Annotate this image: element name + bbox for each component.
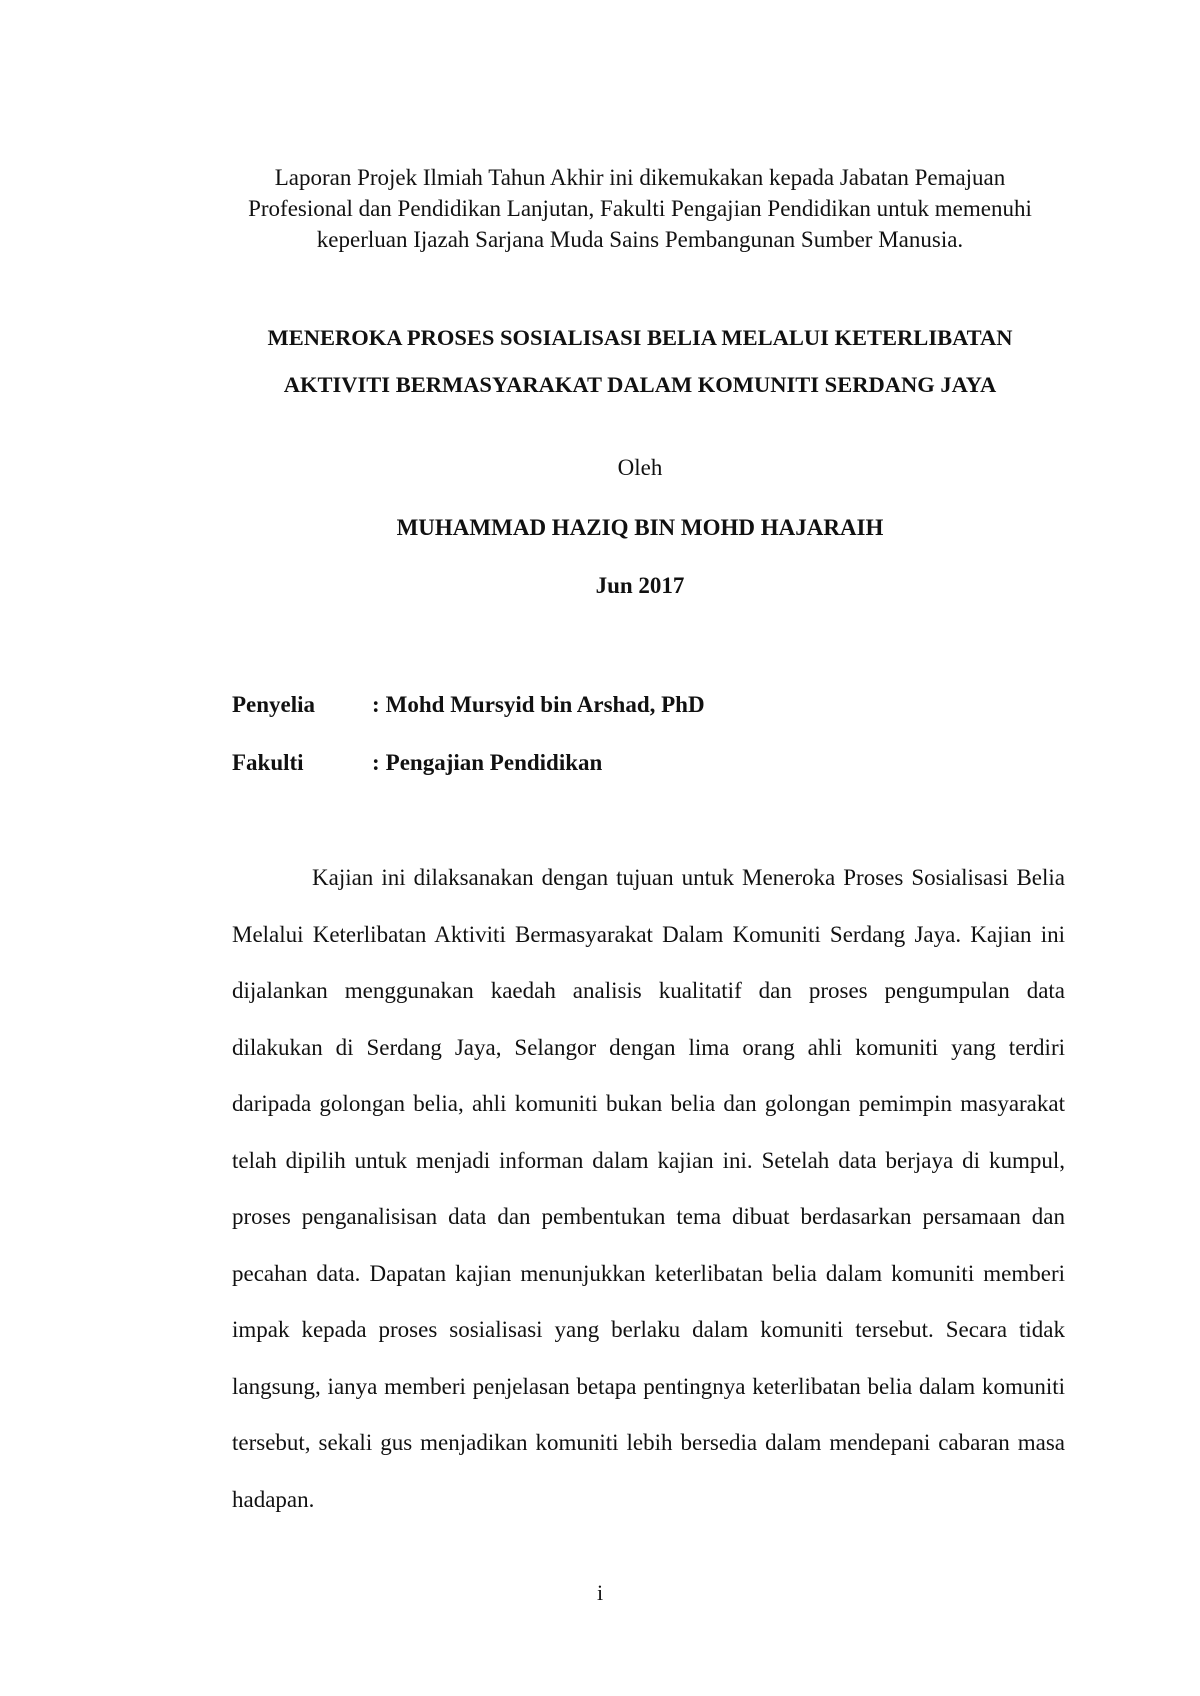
- author-name: MUHAMMAD HAZIQ BIN MOHD HAJARAIH: [396, 515, 884, 540]
- abstract-paragraph: Kajian ini dilaksanakan dengan tujuan untuk Meneroka Proses Sosialisasi Belia Melalui Keterlibatan Aktiviti Bermasyarakat Dalam Komuniti Serdang Jaya. Kajian ini dijalankan menggunakan kaedah analisis kualitatif dan proses pengumpulan data dilakukan di Serdang Jaya, Selangor dengan lima orang ahli komuniti yang terdiri daripada golongan belia, ahli komuniti bukan belia dan golongan pemimpin masyarakat telah dipilih untuk menjadi informan dalam kajian ini. Setelah data berjaya di kumpul, proses penganalisisan data dan pembentukan tema dibuat berdasarkan persamaan dan pecahan data. Dapatan kajian menunjukkan keterlibatan belia dalam komuniti memberi impak kepada proses sosialisasi yang berlaku dalam komuniti tersebut. Secara tidak langsung, ianya memberi penjelasan betapa pentingnya keterlibatan belia dalam komuniti tersebut, sekali gus menjadikan komuniti lebih bersedia dalam mendepani cabaran masa hadapan.: [232, 865, 1065, 1512]
- faculty-label: Fakulti: [232, 750, 304, 775]
- thesis-title-line-2: AKTIVITI BERMASYARAKAT DALAM KOMUNITI SERDANG JAYA: [283, 372, 997, 397]
- thesis-title-line-1: MENEROKA PROSES SOSIALISASI BELIA MELALUI KETERLIBATAN: [267, 325, 1013, 350]
- supervisor-row: [232, 692, 1052, 718]
- faculty-row: [232, 750, 1052, 776]
- supervisor-label: Penyelia: [232, 692, 316, 717]
- supervisor-value: Mohd Mursyid bin Arshad, PhD: [385, 692, 705, 717]
- faculty-separator: :: [372, 750, 380, 775]
- submission-statement: [210, 162, 1070, 255]
- by-label: Oleh: [617, 455, 663, 480]
- submission-line-2: Profesional dan Pendidikan Lanjutan, Fakulti Pengajian Pendidikan untuk memenuhi: [248, 196, 1032, 221]
- submission-line-1: Laporan Projek Ilmiah Tahun Akhir ini dikemukakan kepada Jabatan Pemajuan: [274, 165, 1006, 190]
- submission-line-3: keperluan Ijazah Sarjana Muda Sains Pembangunan Sumber Manusia.: [316, 227, 964, 252]
- supervisor-separator: :: [372, 692, 380, 717]
- submission-date: Jun 2017: [595, 573, 685, 598]
- thesis-title: [210, 314, 1070, 408]
- faculty-value: Pengajian Pendidikan: [385, 750, 603, 775]
- page-number: i: [596, 1580, 604, 1605]
